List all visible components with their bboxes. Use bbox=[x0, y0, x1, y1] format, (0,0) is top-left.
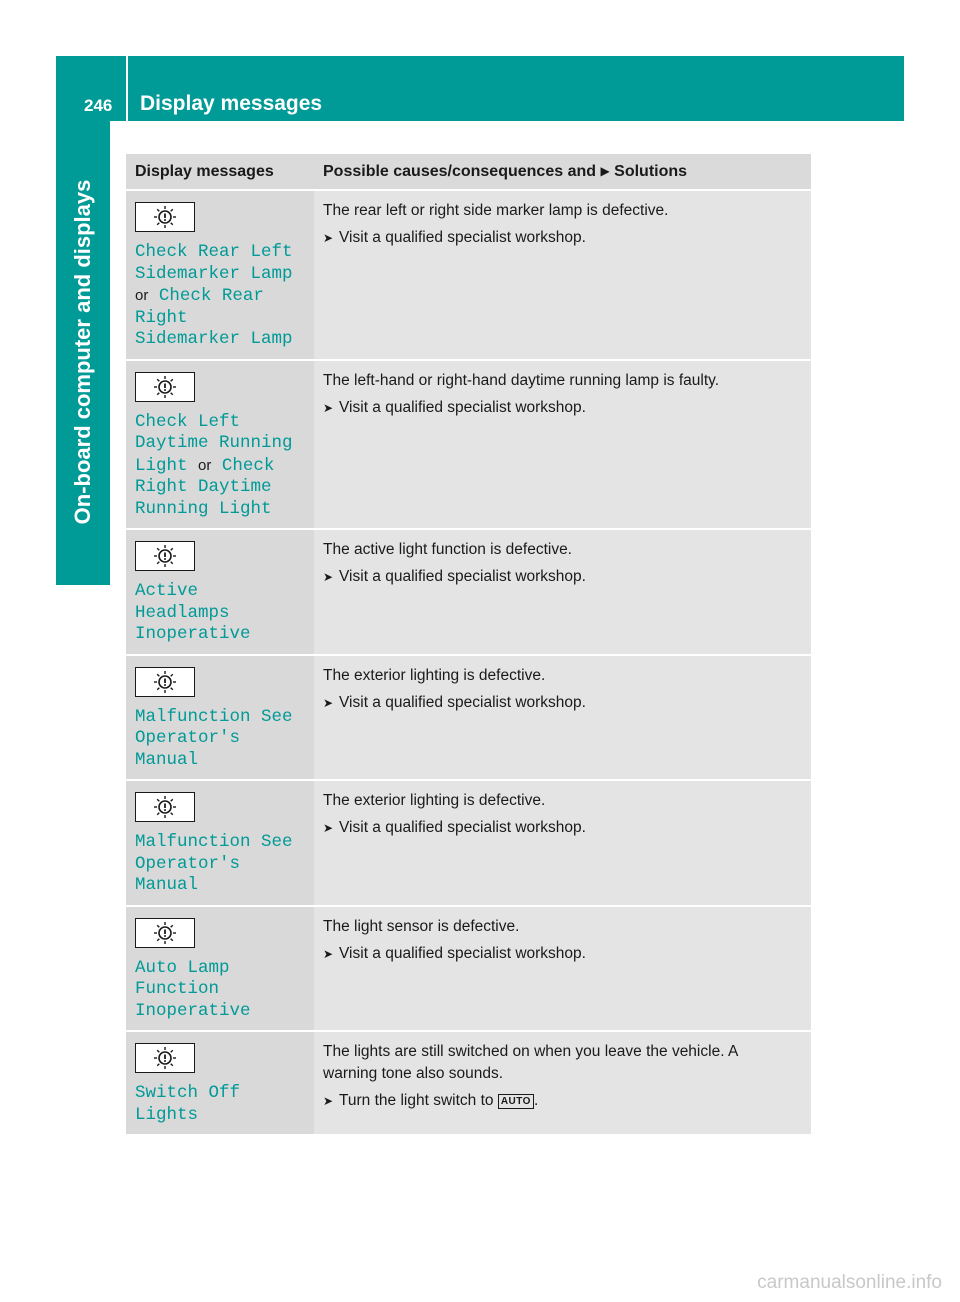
auto-switch-icon: AUTO bbox=[498, 1094, 534, 1109]
cause-cell bbox=[314, 906, 811, 1032]
display-message: Malfunction See Operator's Manual bbox=[135, 832, 293, 895]
lamp-warning-icon bbox=[135, 202, 195, 232]
col-header-causes bbox=[314, 154, 811, 190]
table-row bbox=[126, 655, 811, 781]
table-header-row bbox=[126, 154, 811, 190]
display-messages-table bbox=[126, 154, 811, 1134]
message-cell bbox=[126, 190, 314, 360]
table-row bbox=[126, 529, 811, 655]
lamp-icon-glyph bbox=[153, 375, 177, 399]
triangle-right-icon: ➤ bbox=[323, 946, 334, 961]
table-row bbox=[126, 190, 811, 360]
lamp-icon-glyph bbox=[153, 1046, 177, 1070]
page-number: 246 bbox=[84, 96, 113, 115]
cause-cell bbox=[314, 190, 811, 360]
cause-text: The left-hand or right-hand daytime running lamp is faulty. bbox=[323, 371, 720, 389]
table-row bbox=[126, 1031, 811, 1134]
triangle-right-icon: ▶ bbox=[600, 163, 610, 178]
solution-step: ➤ Turn the light switch to AUTO . bbox=[323, 1090, 802, 1112]
cause-cell bbox=[314, 360, 811, 530]
cause-text: The lights are still switched on when you leave the vehicle. A warning tone also sounds. bbox=[323, 1043, 738, 1082]
message-cell bbox=[126, 360, 314, 530]
side-tab-label: On-board computer and displays bbox=[70, 179, 95, 525]
table-row bbox=[126, 780, 811, 906]
lamp-icon-glyph bbox=[153, 544, 177, 568]
solution-step: ➤ Visit a qualified specialist workshop. bbox=[323, 227, 802, 249]
solution-step: ➤ Visit a qualified specialist workshop. bbox=[323, 943, 802, 965]
display-message: Active Headlamps Inoperative bbox=[135, 581, 251, 644]
header-divider bbox=[126, 56, 128, 121]
message-cell bbox=[126, 906, 314, 1032]
watermark: carmanualsonline.info bbox=[757, 1272, 942, 1293]
lamp-warning-icon bbox=[135, 918, 195, 948]
lamp-warning-icon bbox=[135, 1043, 195, 1073]
triangle-right-icon: ➤ bbox=[323, 231, 334, 245]
triangle-right-icon: ➤ bbox=[323, 400, 334, 415]
display-message: Switch Off Lights bbox=[135, 1083, 241, 1125]
cause-text: The rear left or right side marker lamp is defective. bbox=[323, 202, 669, 219]
table-row bbox=[126, 360, 811, 530]
cause-text: The light sensor is defective. bbox=[323, 917, 520, 935]
solution-step: ➤ Visit a qualified specialist workshop. bbox=[323, 817, 802, 839]
solution-step: ➤ Visit a qualified specialist workshop. bbox=[323, 566, 802, 588]
display-message: Check Rear Left Sidemarker Lamp or Check Rear Right Sidemarker Lamp bbox=[135, 242, 293, 349]
solution-step: ➤ Visit a qualified specialist workshop. bbox=[323, 397, 802, 419]
message-cell bbox=[126, 529, 314, 655]
col-header-solutions: Solutions bbox=[614, 162, 688, 180]
lamp-warning-icon bbox=[135, 792, 195, 822]
cause-text: The exterior lighting is defective. bbox=[323, 666, 546, 684]
triangle-right-icon: ➤ bbox=[323, 1094, 334, 1108]
cause-text: The exterior lighting is defective. bbox=[323, 792, 546, 809]
lamp-icon-glyph bbox=[153, 670, 177, 694]
lamp-warning-icon bbox=[135, 667, 195, 697]
col-header-messages: Display messages bbox=[126, 154, 314, 190]
lamp-warning-icon bbox=[135, 372, 195, 402]
cause-cell bbox=[314, 529, 811, 655]
display-message: Malfunction See Operator's Manual bbox=[135, 706, 293, 770]
lamp-icon-glyph bbox=[153, 921, 177, 945]
display-message: Check Left Daytime Running Light or Check Right Daytime Running Light bbox=[135, 411, 293, 519]
col-header-causes-prefix: Possible causes/consequences and bbox=[323, 162, 597, 180]
lamp-warning-icon bbox=[135, 541, 195, 571]
triangle-right-icon: ➤ bbox=[323, 570, 334, 584]
cause-cell bbox=[314, 780, 811, 906]
table-row bbox=[126, 906, 811, 1032]
lamp-icon-glyph bbox=[153, 205, 177, 229]
triangle-right-icon: ➤ bbox=[323, 695, 334, 710]
display-message: Auto Lamp Function Inoperative bbox=[135, 957, 251, 1021]
message-cell bbox=[126, 1031, 314, 1134]
page-title: Display messages bbox=[140, 92, 323, 115]
cause-cell bbox=[314, 655, 811, 781]
message-cell bbox=[126, 780, 314, 906]
triangle-right-icon: ➤ bbox=[323, 821, 334, 835]
cause-cell bbox=[314, 1031, 811, 1134]
solution-step: ➤ Visit a qualified specialist workshop. bbox=[323, 692, 802, 714]
message-cell bbox=[126, 655, 314, 781]
cause-text: The active light function is defective. bbox=[323, 541, 572, 558]
lamp-icon-glyph bbox=[153, 795, 177, 819]
